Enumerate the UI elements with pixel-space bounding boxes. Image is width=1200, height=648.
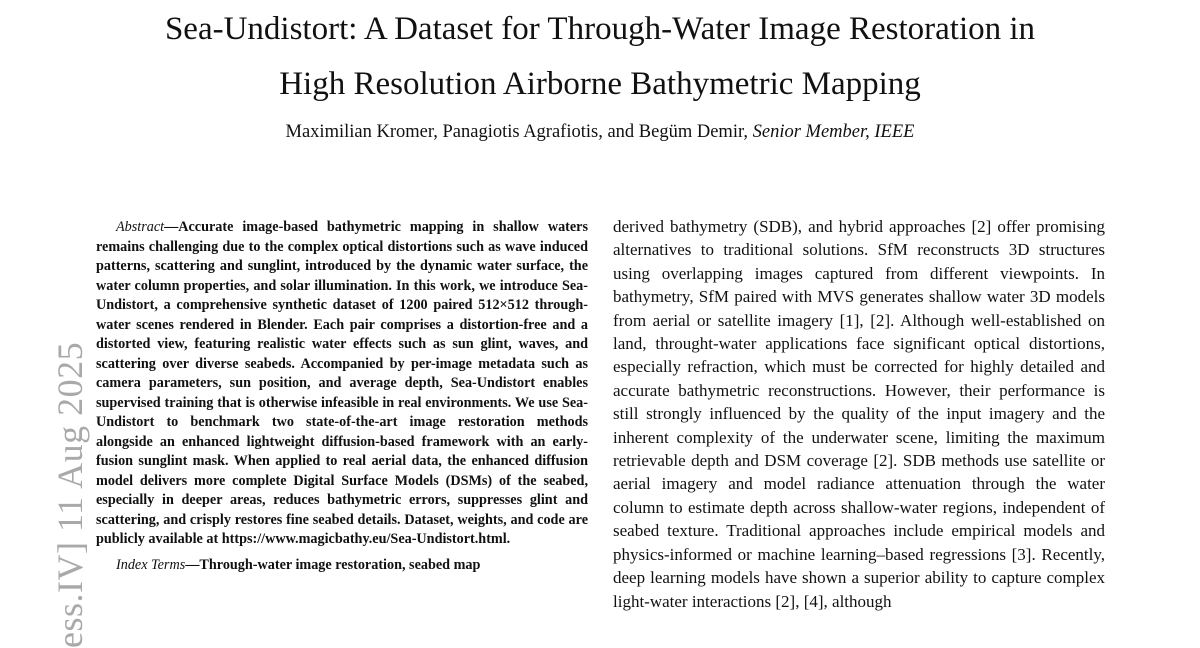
paper-title-line-1: Sea-Undistort: A Dataset for Through-Water Image Restoration in xyxy=(164,11,1036,47)
arxiv-side-stamp: ess.IV] 11 Aug 2025 xyxy=(50,341,90,648)
abstract-column xyxy=(96,218,588,575)
author-affiliation: Senior Member, IEEE xyxy=(752,122,915,142)
intro-column xyxy=(613,215,1105,613)
index-terms-label: Index Terms xyxy=(116,556,186,573)
index-terms-paragraph xyxy=(96,556,588,576)
paper-title-line-2: High Resolution Airborne Bathymetric Mapping xyxy=(279,66,921,102)
abstract-paragraph xyxy=(96,218,588,550)
abstract-dash: — xyxy=(164,219,179,235)
paper-title xyxy=(0,2,1200,112)
intro-paragraph: derived bathymetry (SDB), and hybrid approaches [2] offer promising alternatives to traditional solutions. SfM reconstructs 3D structures using overlapping images captured from different viewpoints. In bathymetry, SfM paired with MVS generates shallow water 3D models from aerial or satellite imagery [1], [2]. Although well-established on land, throught-water applications face significant optical distortions, especially refraction, which must be corrected for highly detailed and accurate bathymetric reconstructions. However, their performance is still strongly influenced by the quality of the input imagery and the inherent complexity of the underwater scene, limiting the maximum retrievable depth and DSM coverage [2]. SDB methods use satellite or aerial imagery and model radiance attenuation through the water column to estimate depth across shallow-water regions, independent of seabed texture. Traditional approaches include empirical models and physics-informed or machine learning–based regressions [3]. Recently, deep learning models have shown a superior ability to capture complex light-water interactions [2], [4], although xyxy=(613,217,1105,611)
index-terms-text: Through-water image restoration, seabed map xyxy=(199,556,481,573)
author-names: Maximilian Kromer, Panagiotis Agrafiotis, and Begüm Demir, xyxy=(285,122,753,142)
abstract-label: Abstract xyxy=(116,219,165,235)
author-line xyxy=(0,120,1200,144)
abstract-text: Accurate image-based bathymetric mapping in shallow waters remains challenging due to the complex optical distortions such as wave induced patterns, scattering and sunglint, introduced by the dynamic water surface, the water column properties, and solar illumination. In this work, we introduce Sea-Undistort, a comprehensive synthetic dataset of 1200 paired 512×512 through-water scenes rendered in Blender. Each pair comprises a distortion-free and a distorted view, featuring realistic water effects such as sun glint, waves, and scattering over diverse seabeds. Accompanied by per-image metadata such as camera parameters, sun position, and average depth, Sea-Undistort enables supervised training that is otherwise infeasible in real environments. We use Sea-Undistort to benchmark two state-of-the-art image restoration methods alongside an enhanced lightweight diffusion-based framework with an early-fusion sunglint mask. When applied to real aerial data, the enhanced diffusion model delivers more complete Digital Surface Models (DSMs) of the seabed, especially in deeper areas, reduces bathymetric errors, suppresses glint and scattering, and crisply restores fine seabed details. Dataset, weights, and code are publicly available at https://www.magicbathy.eu/Sea-Undistort.html. xyxy=(96,219,588,547)
index-terms-dash: — xyxy=(185,556,200,573)
